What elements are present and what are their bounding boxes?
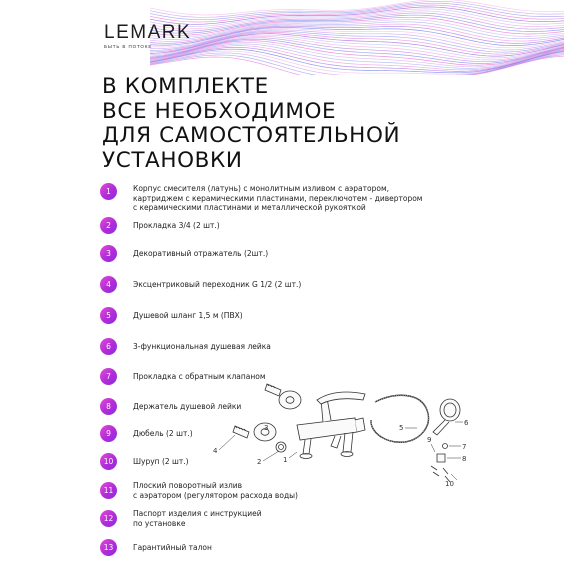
item-description bbox=[133, 543, 212, 553]
brand-logo bbox=[104, 23, 191, 49]
number-badge: 10 bbox=[100, 453, 117, 470]
wave-line bbox=[150, 20, 564, 38]
item-description bbox=[133, 311, 243, 321]
number-badge: 2 bbox=[100, 217, 117, 234]
item-line: Эксцентриковый переходник G 1/2 (2 шт.) bbox=[133, 280, 302, 289]
item-description bbox=[133, 184, 422, 213]
number-badge: 4 bbox=[100, 276, 117, 293]
number-badge: 7 bbox=[100, 368, 117, 385]
number-badge: 9 bbox=[100, 425, 117, 442]
item-description bbox=[133, 457, 189, 467]
heading-line: В КОМПЛЕКТЕ bbox=[102, 74, 269, 99]
callout-label: 3 bbox=[264, 424, 269, 432]
callout-label: 6 bbox=[464, 419, 469, 427]
item-line: Декоративный отражатель (2шт.) bbox=[133, 249, 269, 258]
item-line: Паспорт изделия с инструкцией bbox=[133, 509, 262, 518]
number-badge: 1 bbox=[100, 183, 117, 200]
number-badge: 13 bbox=[100, 539, 117, 556]
item-line: Плоский поворотный излив bbox=[133, 481, 243, 490]
mixer-body-drawing bbox=[297, 392, 365, 459]
callout-label: 2 bbox=[257, 458, 262, 466]
item-line: 3-функциональная душевая лейка bbox=[133, 342, 271, 351]
item-line: Корпус смесителя (латунь) с монолитным изливом с аэратором, bbox=[133, 184, 390, 193]
number-badge: 12 bbox=[100, 510, 117, 527]
heading-line: УСТАНОВКИ bbox=[102, 147, 243, 173]
item-line: по установке bbox=[133, 518, 186, 528]
item-line: Прокладка 3/4 (2 шт.) bbox=[133, 221, 220, 230]
item-line: с аэратором (регулятором расхода воды) bbox=[133, 490, 298, 500]
wave-line bbox=[150, 51, 564, 74]
callout-label: 7 bbox=[462, 443, 467, 451]
number-badge: 6 bbox=[100, 338, 117, 355]
callout-label: 1 bbox=[283, 456, 288, 464]
item-description bbox=[133, 249, 268, 259]
item-description bbox=[133, 429, 193, 439]
item-description bbox=[133, 221, 220, 231]
item-line: Душевой шланг 1,5 м (ПВХ) bbox=[133, 311, 243, 320]
number-badge: 3 bbox=[100, 245, 117, 262]
kit-technical-drawing bbox=[205, 370, 475, 488]
item-line: Дюбель (2 шт.) bbox=[133, 429, 193, 438]
item-line: картриджем с керамическими пластинами, переключотем - дивертором bbox=[133, 193, 423, 203]
item-line: Держатель душевой лейки bbox=[133, 402, 242, 411]
heading-line: ДЛЯ САМОСТОЯТЕЛЬНОЙ bbox=[102, 123, 401, 148]
item-description bbox=[133, 342, 271, 352]
shower-head-drawing bbox=[433, 399, 460, 435]
callout-label: 9 bbox=[427, 436, 432, 444]
callout-label: 5 bbox=[399, 424, 404, 432]
number-badge: 11 bbox=[100, 482, 117, 499]
item-description bbox=[133, 280, 301, 290]
item-line: Гарантийный талон bbox=[133, 543, 212, 552]
reflector-drawing bbox=[254, 391, 301, 441]
callout-label: 4 bbox=[213, 447, 218, 455]
brand-tagline: БЫТЬ В ПОТОКЕ bbox=[104, 44, 153, 49]
decorative-waves bbox=[150, 0, 568, 75]
callout-label: 8 bbox=[462, 455, 467, 463]
item-line: с керамическими пластинами и металлической рукояткой bbox=[133, 203, 366, 212]
number-badge: 8 bbox=[100, 398, 117, 415]
number-badge: 5 bbox=[100, 307, 117, 324]
heading-line: ВСЕ НЕОБХОДИМОЕ bbox=[102, 98, 337, 124]
callout-label: 10 bbox=[445, 480, 454, 488]
brand-name: LEMARK bbox=[104, 22, 192, 43]
shower-hose-drawing bbox=[371, 395, 432, 444]
item-description bbox=[133, 509, 262, 528]
item-line: Прокладка с обратным клапаном bbox=[133, 372, 266, 381]
page-heading bbox=[102, 75, 522, 173]
gasket-drawing bbox=[276, 442, 286, 452]
item-line: Шуруп (2 шт.) bbox=[133, 457, 189, 466]
